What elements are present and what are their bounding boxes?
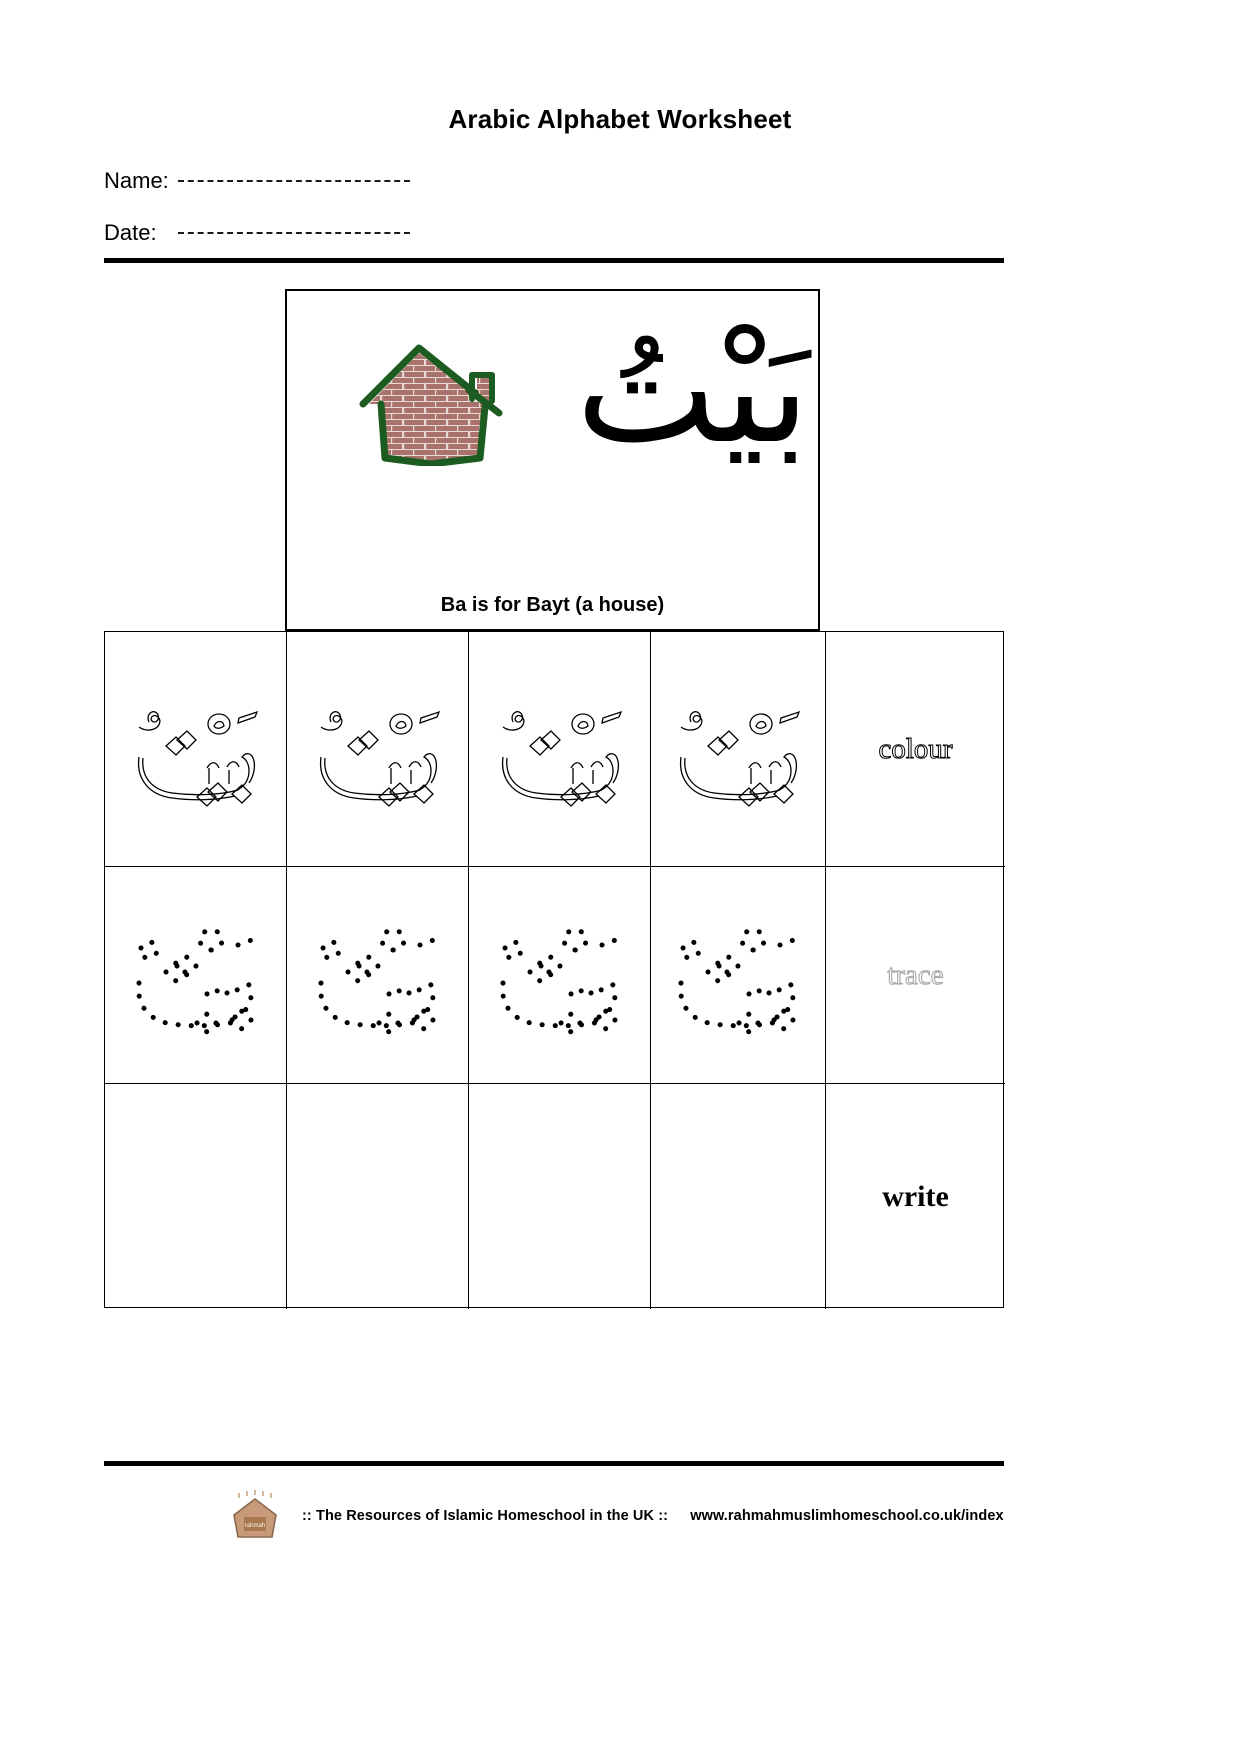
footer-divider xyxy=(104,1461,1004,1466)
arabic-glyph-dotted xyxy=(475,900,645,1050)
page-title: Arabic Alphabet Worksheet xyxy=(448,104,792,134)
feature-image-box xyxy=(285,289,820,631)
date-input-line[interactable] xyxy=(178,232,410,234)
house-icon xyxy=(359,341,549,466)
feature-caption: Ba is for Bayt (a house) xyxy=(440,594,665,616)
arabic-glyph-outline xyxy=(653,674,823,824)
header-divider xyxy=(104,258,1004,263)
practice-cell-write-4[interactable] xyxy=(651,1084,826,1309)
practice-cell-write-3[interactable] xyxy=(469,1084,651,1309)
practice-cell-write-2[interactable] xyxy=(287,1084,469,1309)
row-label-colour xyxy=(826,632,1005,867)
practice-cell-trace-4[interactable] xyxy=(651,867,826,1084)
practice-cell-write-1[interactable] xyxy=(105,1084,287,1309)
footer-url[interactable]: www.rahmahmuslimhomeschool.co.uk/index xyxy=(690,1508,1004,1524)
arabic-glyph-dotted xyxy=(293,900,463,1050)
footer-tagline: :: The Resources of Islamic Homeschool in the UK :: xyxy=(302,1508,669,1524)
row-label-trace-text: trace xyxy=(887,958,944,991)
practice-cell-trace-3[interactable] xyxy=(469,867,651,1084)
feature-arabic-word: بَيْتُ xyxy=(575,303,810,477)
arabic-glyph-outline xyxy=(293,674,463,824)
rahmah-logo-icon xyxy=(222,1489,288,1543)
date-label: Date: xyxy=(104,220,157,245)
arabic-glyph-dotted xyxy=(653,900,823,1050)
name-label: Name: xyxy=(104,168,169,193)
practice-cell-colour-4[interactable] xyxy=(651,632,826,867)
footer-text xyxy=(302,1508,1004,1524)
date-field-row xyxy=(104,220,410,246)
footer xyxy=(104,1486,1004,1546)
row-label-write xyxy=(826,1084,1005,1309)
row-label-write-text: write xyxy=(882,1179,949,1213)
practice-cell-trace-1[interactable] xyxy=(105,867,287,1084)
svg-text:rahmah: rahmah xyxy=(244,1523,266,1529)
practice-grid xyxy=(104,631,1004,1308)
practice-cell-colour-1[interactable] xyxy=(105,632,287,867)
row-label-colour-text: colour xyxy=(878,732,953,765)
practice-cell-trace-2[interactable] xyxy=(287,867,469,1084)
name-input-line[interactable] xyxy=(178,180,410,182)
arabic-glyph-outline xyxy=(111,674,281,824)
row-label-trace xyxy=(826,867,1005,1084)
arabic-glyph-outline xyxy=(475,674,645,824)
practice-cell-colour-3[interactable] xyxy=(469,632,651,867)
name-field-row xyxy=(104,168,410,194)
arabic-glyph-dotted xyxy=(111,900,281,1050)
practice-cell-colour-2[interactable] xyxy=(287,632,469,867)
